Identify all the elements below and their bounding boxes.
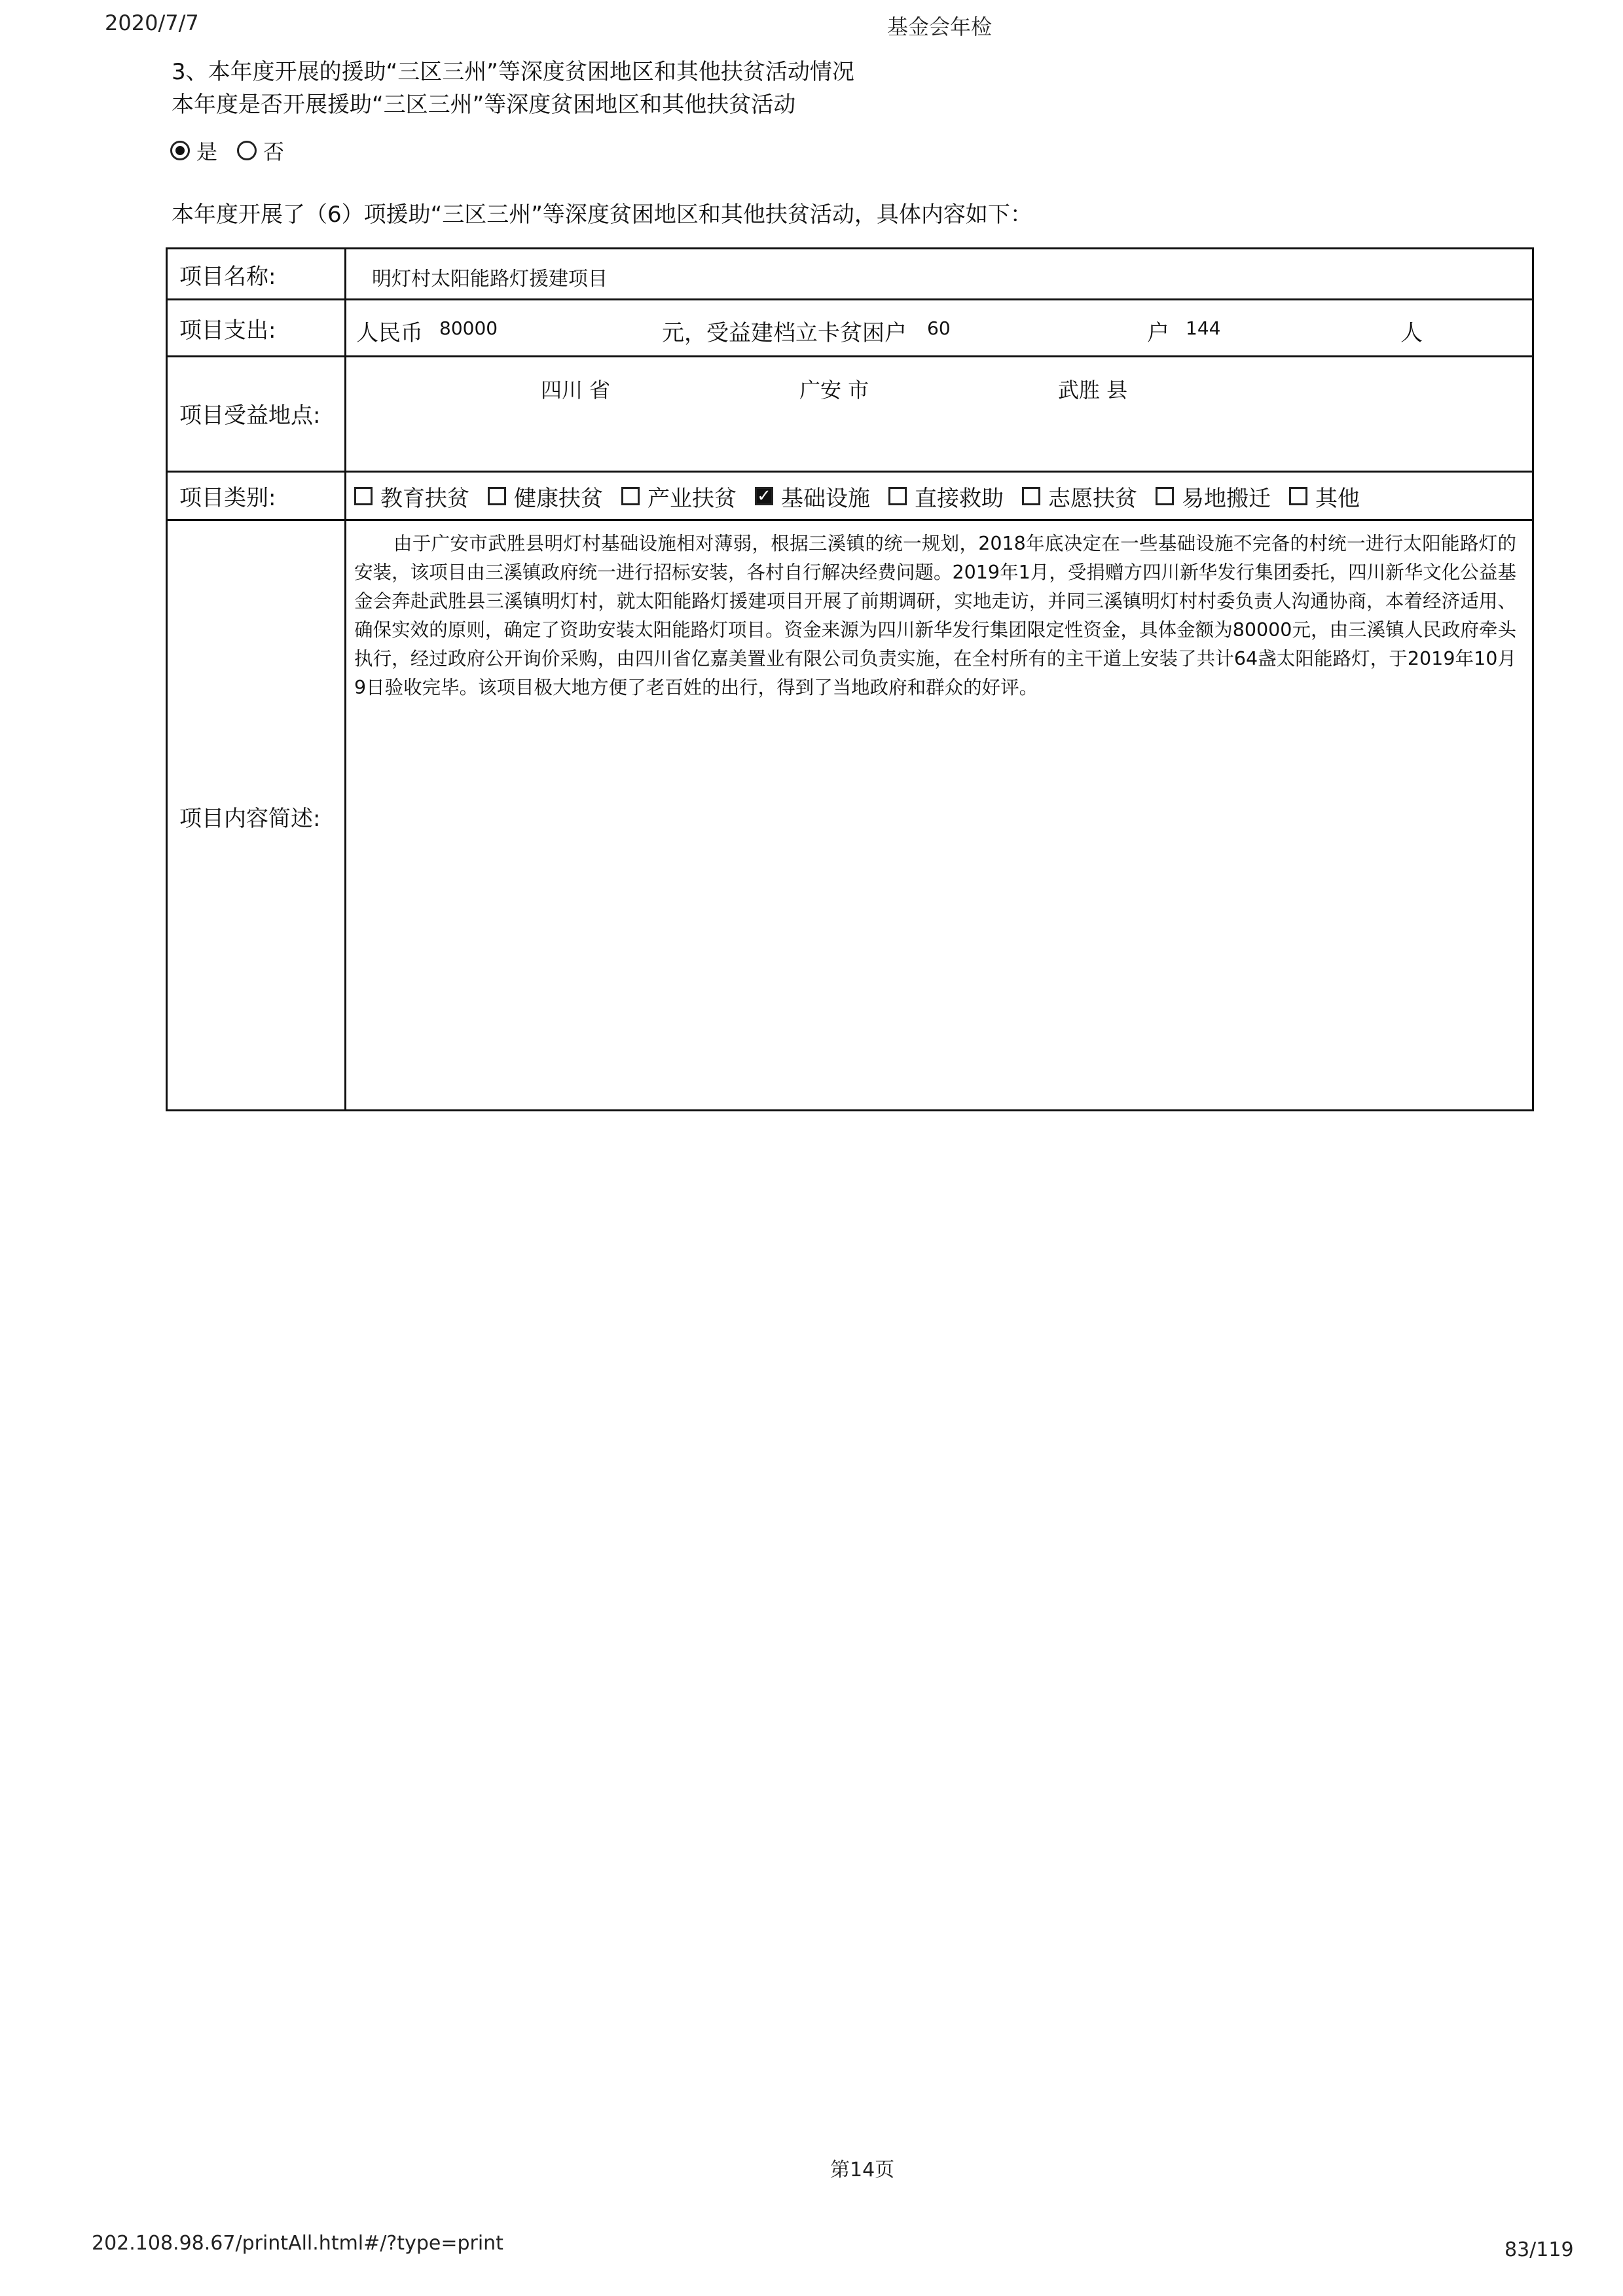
category-label: 健康扶贫 <box>514 485 603 512</box>
question-text: 本年度是否开展援助“三区三州”等深度贫困地区和其他扶贫活动 <box>172 92 796 118</box>
checkbox-other[interactable] <box>1289 487 1307 505</box>
description-body: 由于广安市武胜县明灯村基础设施相对薄弱，根据三溪镇的统一规划，2018年底决定在一些基础设施不完备的村统一进行太阳能路灯的安装，该项目由三溪镇政府统一进行招标安装，各村自行解决经费问题。2019年1月，受捐赠方四川新华发行集团委托，四川新华文化公益基金会奔赴武胜县三溪镇明灯村，就太阳能路灯援建项目开展了前期调研，实地走访，并同三溪镇明灯村村委负责人沟通协商，本着经济适用、确保实效的原则，确定了资助安装太阳能路灯项目。资金来源为四川新华发行集团限定性资金，具体金额为80000元，由三溪镇人民政府牵头执行，经过政府公开询价采购，由四川省亿嘉美置业有限公司负责实施，在全村所有的主干道上安装了共计64盏太阳能路灯，于2019年10月9日验收完毕。该项目极大地方便了老百姓的出行，得到了当地政府和群众的好评。 <box>354 533 1516 698</box>
row-divider <box>168 298 1532 300</box>
category-label: 基础设施 <box>781 485 870 512</box>
category-label: 易地搬迁 <box>1182 485 1271 512</box>
yes-no-radio-group <box>170 136 304 165</box>
project-location-label: 项目受益地点: <box>179 403 321 429</box>
print-url: 202.108.98.67/printAll.html#/?type=print <box>92 2232 503 2255</box>
checkbox-infrastructure[interactable] <box>755 487 773 505</box>
category-checkbox-group <box>354 473 1378 519</box>
province-value: 四川 省 <box>541 378 611 403</box>
project-category-label: 项目类别: <box>179 485 276 511</box>
checkbox-health[interactable] <box>488 487 506 505</box>
section-heading: 3、本年度开展的援助“三区三州”等深度贫困地区和其他扶贫活动情况 <box>172 59 854 85</box>
radio-selected-dot <box>175 146 185 155</box>
project-name-value: 明灯村太阳能路灯援建项目 <box>372 268 608 291</box>
row-divider <box>168 355 1532 357</box>
row-divider <box>168 519 1532 521</box>
checkbox-volunteer[interactable] <box>1022 487 1040 505</box>
project-description-label: 项目内容简述: <box>179 806 321 832</box>
households-count: 60 <box>927 317 951 339</box>
category-label: 其他 <box>1315 485 1360 512</box>
category-label: 直接救助 <box>915 485 1004 512</box>
project-name-label: 项目名称: <box>179 264 276 290</box>
checkbox-relocation[interactable] <box>1156 487 1174 505</box>
print-date: 2020/7/7 <box>105 10 199 35</box>
category-label: 教育扶贫 <box>380 485 469 512</box>
radio-no-label: 否 <box>263 139 285 164</box>
page-number: 第14页 <box>830 2159 895 2181</box>
household-unit: 户 <box>1147 320 1169 346</box>
beneficiary-households-label: 元，受益建档立卡贫困户 <box>662 320 907 346</box>
category-label: 志愿扶贫 <box>1048 485 1137 512</box>
page-header-title: 基金会年检 <box>887 14 993 39</box>
activity-summary: 本年度开展了（6）项援助“三区三州”等深度贫困地区和其他扶贫活动，具体内容如下： <box>172 202 1032 228</box>
project-expense-label: 项目支出: <box>179 317 276 344</box>
checkmark-icon: ✓ <box>757 486 771 506</box>
checkbox-industry[interactable] <box>621 487 640 505</box>
people-count: 144 <box>1186 317 1221 339</box>
expense-amount: 80000 <box>439 317 498 339</box>
radio-yes[interactable] <box>170 141 190 160</box>
currency-label: 人民币 <box>356 320 423 346</box>
row-divider <box>168 471 1532 473</box>
checkbox-education[interactable] <box>354 487 373 505</box>
checkbox-direct-aid[interactable] <box>888 487 907 505</box>
people-unit: 人 <box>1400 320 1423 346</box>
city-value: 广安 市 <box>799 378 869 403</box>
page-count: 83/119 <box>1504 2238 1574 2261</box>
radio-no[interactable] <box>237 141 257 160</box>
category-label: 产业扶贫 <box>647 485 737 512</box>
project-description-text <box>354 529 1516 702</box>
county-value: 武胜 县 <box>1058 378 1128 403</box>
project-table <box>166 247 1534 1111</box>
radio-yes-label: 是 <box>196 139 218 164</box>
column-divider <box>344 249 346 1109</box>
